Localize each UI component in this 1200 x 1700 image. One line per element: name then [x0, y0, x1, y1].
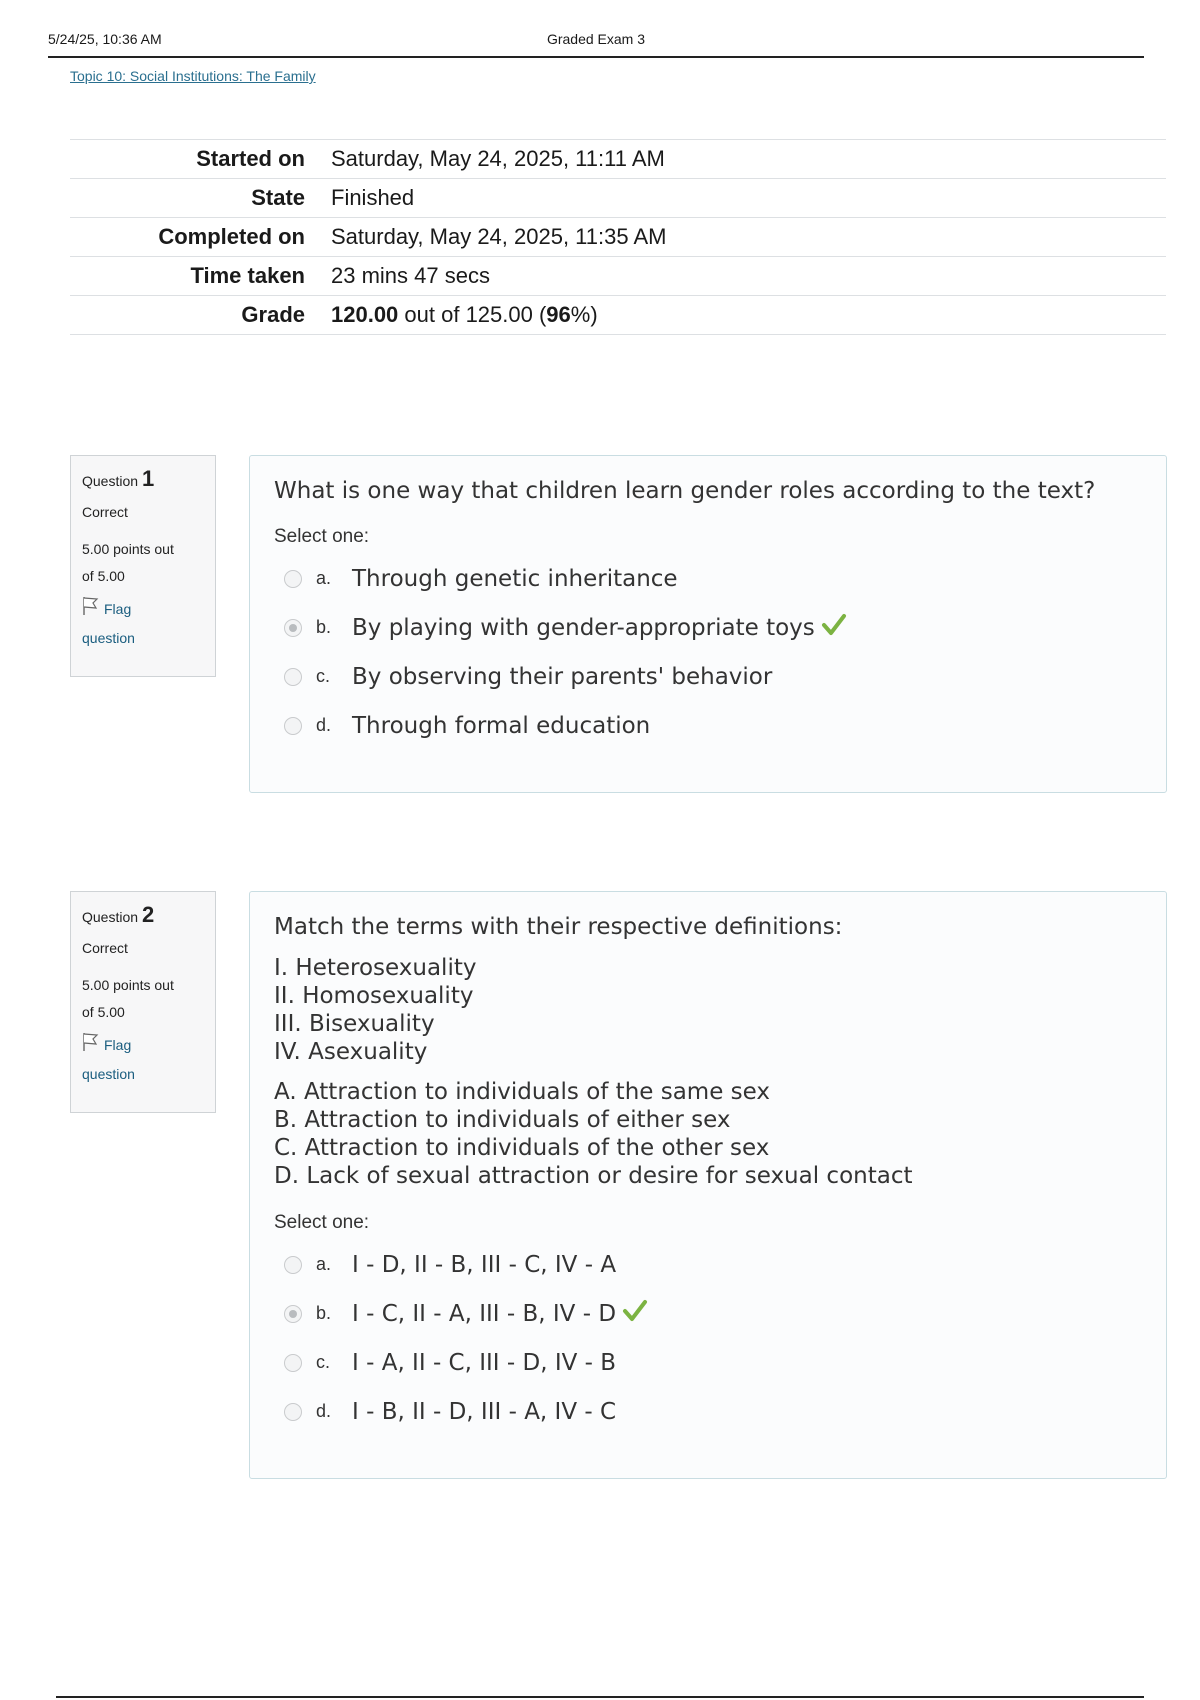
attempt-summary-table	[70, 139, 1166, 335]
answer-radio[interactable]	[284, 717, 302, 735]
answer-list	[274, 1240, 1144, 1436]
question-grade	[82, 972, 205, 1026]
answer-letter: c.	[316, 1352, 331, 1372]
question-info-1	[70, 455, 216, 677]
flag-label: Flag	[104, 1037, 132, 1053]
grade-percent: 96	[546, 302, 571, 327]
answer-text: Through genetic inheritance	[352, 565, 678, 592]
term-item: III. Bisexuality	[274, 1011, 435, 1037]
answer-option-b[interactable]	[274, 1289, 1144, 1338]
question-state: Correct	[82, 504, 128, 520]
summary-value: Saturday, May 24, 2025, 11:11 AM	[331, 146, 665, 171]
answer-letter: b.	[316, 1303, 332, 1323]
print-date: 5/24/25, 10:36 AM	[48, 31, 162, 47]
answer-text: I - C, II - A, III - B, IV - D	[352, 1300, 617, 1327]
question-number	[82, 466, 205, 492]
question-number-value: 1	[141, 466, 155, 491]
answer-radio[interactable]	[284, 668, 302, 686]
select-prompt: Select one:	[274, 1212, 370, 1233]
answer-option-c[interactable]	[274, 652, 1144, 701]
answer-radio[interactable]	[284, 1403, 302, 1421]
question-number-value: 2	[141, 902, 155, 927]
question-state: Correct	[82, 940, 128, 956]
answer-letter: d.	[316, 715, 332, 735]
answer-list	[274, 554, 1144, 750]
breadcrumb-topic-link[interactable]: Topic 10: Social Institutions: The Family	[70, 68, 316, 84]
flag-label: Flag	[104, 601, 132, 617]
answer-letter: b.	[316, 617, 332, 637]
question-info-2	[70, 891, 216, 1113]
print-title: Graded Exam 3	[546, 31, 646, 47]
grade-score: 120.00	[331, 302, 399, 327]
flag-icon	[82, 1032, 100, 1061]
summary-row-started	[70, 140, 1166, 179]
question-label: Question	[82, 473, 139, 489]
summary-label: State	[251, 185, 305, 210]
definition-item: A. Attraction to individuals of the same sex	[274, 1079, 771, 1105]
question-grade	[82, 536, 205, 590]
summary-value: 23 mins 47 secs	[331, 263, 490, 288]
term-item: IV. Asexuality	[274, 1039, 428, 1065]
question-label: Question	[82, 909, 139, 925]
term-item: I. Heterosexuality	[274, 955, 477, 981]
grade-line: 5.00 points out	[82, 541, 174, 557]
question-number	[82, 902, 205, 928]
grade-percent-suffix: %)	[570, 302, 598, 327]
summary-value	[305, 296, 1166, 335]
terms-list	[274, 954, 1144, 1066]
summary-label: Grade	[241, 302, 305, 327]
question-text: Match the terms with their respective definitions:	[274, 914, 843, 940]
grade-line: of 5.00	[82, 1004, 125, 1020]
summary-value: Finished	[331, 185, 415, 210]
summary-row-time-taken	[70, 257, 1166, 296]
answer-radio[interactable]	[284, 1354, 302, 1372]
question-content-2	[249, 891, 1167, 1479]
select-prompt: Select one:	[274, 526, 370, 547]
flag-question-button[interactable]	[82, 596, 205, 652]
definitions-list	[274, 1078, 1144, 1190]
summary-label: Started on	[196, 146, 305, 171]
answer-text: By playing with gender-appropriate toys	[352, 614, 815, 641]
footer-divider	[56, 1696, 1144, 1698]
answer-option-d[interactable]	[274, 701, 1144, 750]
correct-check-icon	[821, 613, 847, 642]
answer-text: Through formal education	[352, 712, 651, 739]
answer-text: I - B, II - D, III - A, IV - C	[352, 1398, 617, 1425]
question-content-1	[249, 455, 1167, 793]
flag-question-button[interactable]	[82, 1032, 205, 1088]
print-header	[48, 28, 1144, 58]
answer-letter: a.	[316, 1254, 332, 1274]
answer-option-a[interactable]	[274, 554, 1144, 603]
correct-check-icon	[622, 1299, 648, 1328]
definition-item: D. Lack of sexual attraction or desire for sexual contact	[274, 1163, 913, 1189]
question-text: What is one way that children learn gender roles according to the text?	[274, 478, 1096, 504]
definition-item: B. Attraction to individuals of either sex	[274, 1107, 731, 1133]
answer-letter: a.	[316, 568, 332, 588]
answer-radio[interactable]	[284, 570, 302, 588]
answer-radio[interactable]	[284, 1256, 302, 1274]
summary-row-state	[70, 179, 1166, 218]
term-item: II. Homosexuality	[274, 983, 474, 1009]
summary-value: Saturday, May 24, 2025, 11:35 AM	[331, 224, 667, 249]
answer-letter: c.	[316, 666, 331, 686]
summary-label: Time taken	[190, 263, 305, 288]
answer-text: I - A, II - C, III - D, IV - B	[352, 1349, 617, 1376]
answer-text: I - D, II - B, III - C, IV - A	[352, 1251, 617, 1278]
flag-icon	[82, 596, 100, 625]
definition-item: C. Attraction to individuals of the other sex	[274, 1135, 770, 1161]
answer-option-c[interactable]	[274, 1338, 1144, 1387]
flag-label: question	[82, 1066, 135, 1082]
answer-text: By observing their parents' behavior	[352, 663, 773, 690]
answer-radio-selected[interactable]	[284, 619, 302, 637]
answer-letter: d.	[316, 1401, 332, 1421]
grade-out-of: out of 125.00 (	[398, 302, 547, 327]
answer-option-a[interactable]	[274, 1240, 1144, 1289]
summary-row-grade	[70, 296, 1166, 335]
answer-option-d[interactable]	[274, 1387, 1144, 1436]
answer-radio-selected[interactable]	[284, 1305, 302, 1323]
answer-option-b[interactable]	[274, 603, 1144, 652]
summary-label: Completed on	[158, 224, 305, 249]
summary-row-completed	[70, 218, 1166, 257]
grade-line: of 5.00	[82, 568, 125, 584]
grade-line: 5.00 points out	[82, 977, 174, 993]
flag-label: question	[82, 630, 135, 646]
